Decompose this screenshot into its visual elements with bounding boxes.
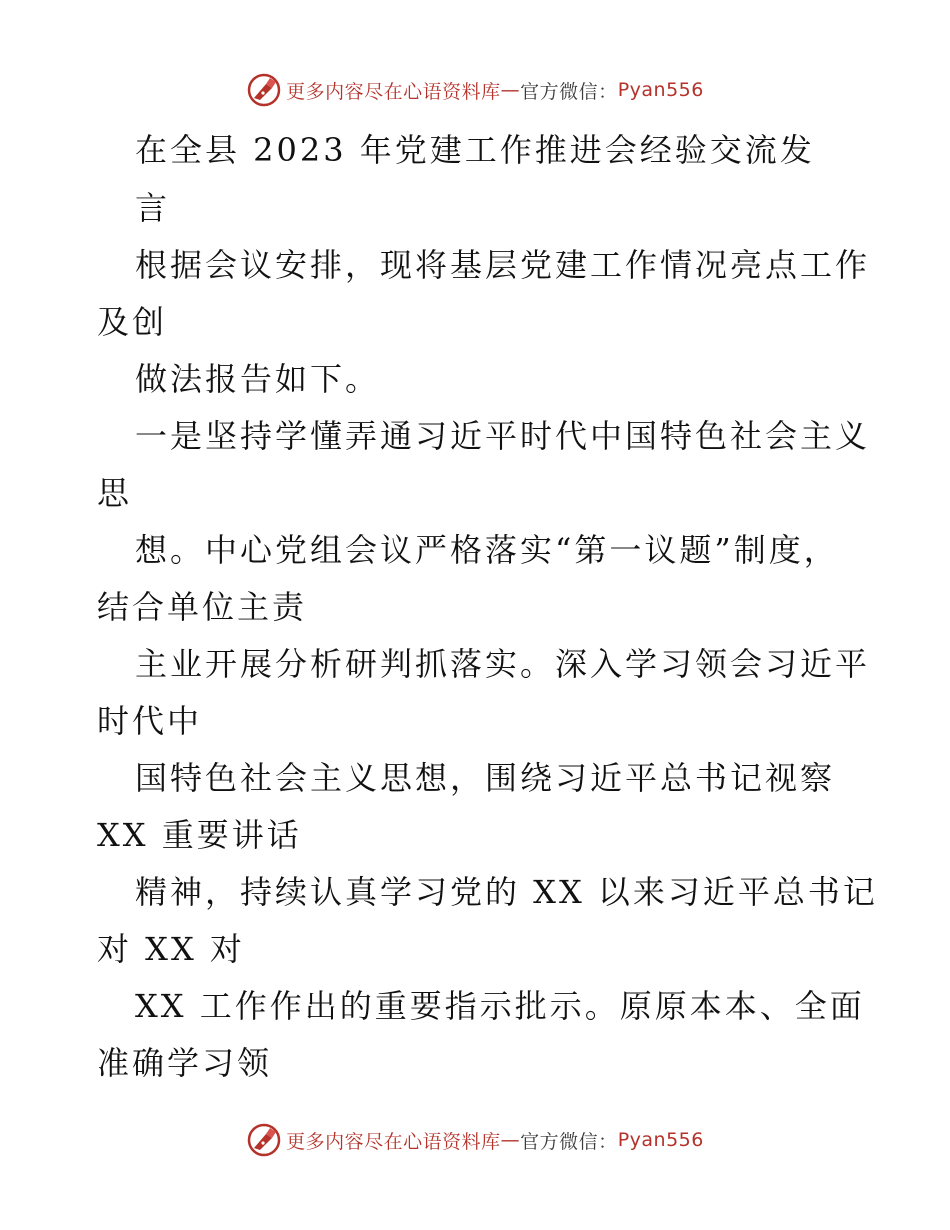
watermark-brand: 更多内容尽在心语资料库 <box>286 1130 501 1153</box>
watermark-official: 官方微信： <box>520 80 618 103</box>
paragraph-line: 主业开展分析研判抓落实。深入学习领会习近平 <box>135 645 871 683</box>
paragraph-line: 时代中 <box>97 702 203 740</box>
document-title-line: 在全县 2023 年党建工作推进会经验交流发 <box>135 131 815 169</box>
paragraph-line: 一是坚持学懂弄通习近平时代中国特色社会主义 <box>135 417 871 455</box>
watermark-account: Pyan556 <box>617 1129 704 1151</box>
watermark-account: Pyan556 <box>617 79 704 101</box>
paragraph-line: XX 重要讲话 <box>97 816 302 854</box>
paragraph-line: 国特色社会主义思想，围绕习近平总书记视察 <box>135 759 836 797</box>
header-watermark <box>0 70 950 110</box>
paragraph-line: 思 <box>97 474 133 512</box>
watermark-separator: — <box>500 79 521 101</box>
footer-watermark <box>0 1120 950 1160</box>
paragraph-line: 想。中心党组会议严格落实“第一议题”制度， <box>135 531 839 569</box>
watermark-official: 官方微信： <box>520 1130 618 1153</box>
paragraph-line: 精神，持续认真学习党的 XX 以来习近平总书记 <box>135 873 878 911</box>
paragraph-line: 做法报告如下。 <box>135 360 381 398</box>
pen-nib-logo-icon <box>246 1122 282 1158</box>
paragraph-line: XX 工作作出的重要指示批示。原原本本、全面 <box>135 987 865 1025</box>
paragraph-line: 根据会议安排，现将基层党建工作情况亮点工作 <box>135 246 871 284</box>
paragraph-line: 对 XX 对 <box>97 930 245 968</box>
paragraph-line: 准确学习领 <box>97 1044 273 1082</box>
paragraph-line: 结合单位主责 <box>97 588 308 626</box>
paragraph-line: 及创 <box>97 303 168 341</box>
watermark-separator: — <box>500 1129 521 1151</box>
pen-nib-logo-icon <box>246 72 282 108</box>
document-title-line: 言 <box>135 189 171 227</box>
watermark-brand: 更多内容尽在心语资料库 <box>286 80 501 103</box>
